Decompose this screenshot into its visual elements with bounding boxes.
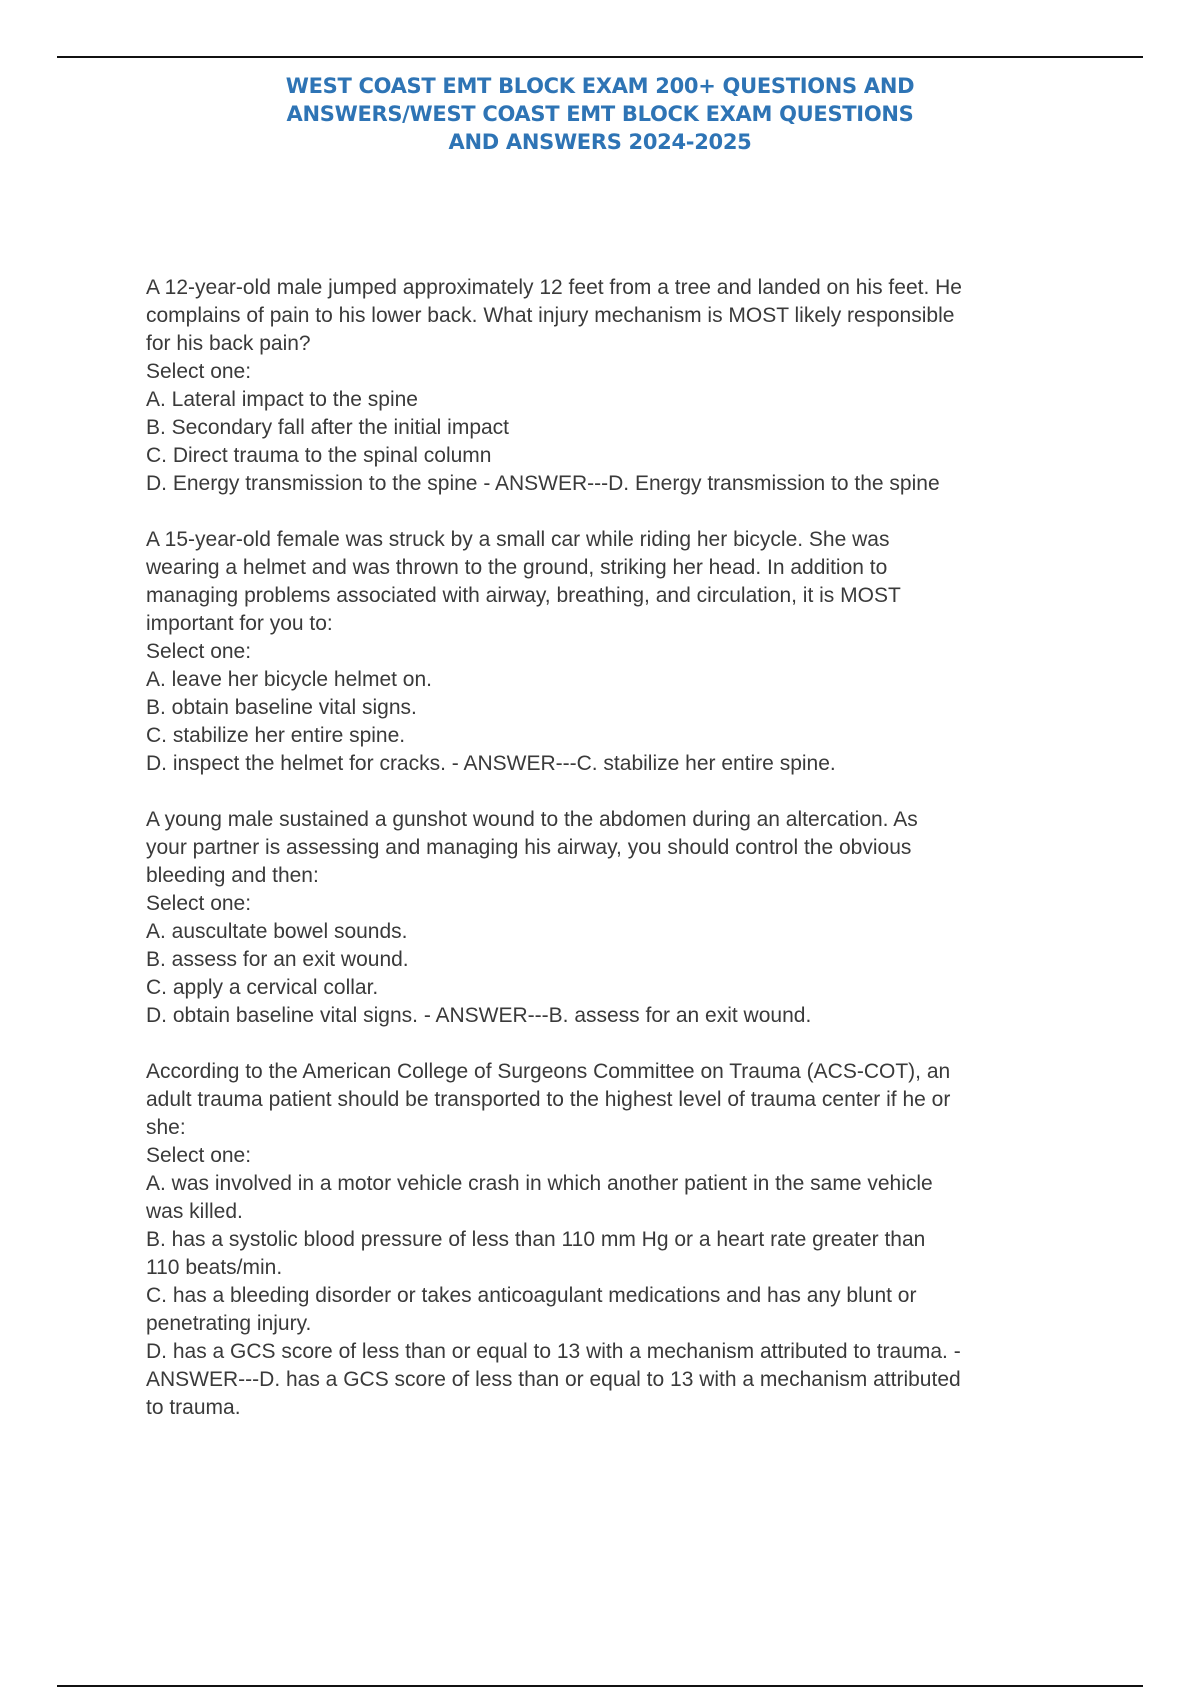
answer-option: A. leave her bicycle helmet on. bbox=[146, 668, 432, 691]
select-prompt: Select one: bbox=[146, 640, 252, 663]
question-text: wearing a helmet and was thrown to the ground, striking her head. In addition to bbox=[146, 556, 888, 579]
answer-option-with-key: D. obtain baseline vital signs. - ANSWER---B. assess for an exit wound. bbox=[146, 1004, 812, 1027]
answer-option: penetrating injury. bbox=[146, 1312, 312, 1335]
title-line: AND ANSWERS 2024-2025 bbox=[448, 130, 752, 154]
answer-option: B. Secondary fall after the initial impact bbox=[146, 416, 510, 439]
answer-option: 110 beats/min. bbox=[146, 1256, 283, 1279]
question-block bbox=[146, 806, 1096, 1030]
bottom-rule bbox=[57, 1685, 1143, 1687]
question-text: bleeding and then: bbox=[146, 864, 319, 887]
answer-option: B. assess for an exit wound. bbox=[146, 948, 409, 971]
question-text: A 15-year-old female was struck by a small car while riding her bicycle. She was bbox=[146, 528, 890, 551]
answer-option: C. stabilize her entire spine. bbox=[146, 724, 406, 747]
question-block bbox=[146, 1058, 1096, 1422]
top-rule bbox=[57, 56, 1143, 58]
title-line: ANSWERS/WEST COAST EMT BLOCK EXAM QUESTIONS bbox=[286, 102, 914, 126]
question-text: managing problems associated with airway, breathing, and circulation, it is MOST bbox=[146, 584, 901, 607]
document-title bbox=[120, 72, 1080, 156]
answer-option: A. was involved in a motor vehicle crash in which another patient in the same vehicle bbox=[146, 1172, 933, 1195]
select-prompt: Select one: bbox=[146, 892, 252, 915]
question-text: A 12-year-old male jumped approximately 12 feet from a tree and landed on his feet. He bbox=[146, 276, 962, 299]
answer-option: C. Direct trauma to the spinal column bbox=[146, 444, 492, 467]
question-block bbox=[146, 274, 1096, 498]
select-prompt: Select one: bbox=[146, 360, 252, 383]
answer-option-with-key: D. has a GCS score of less than or equal to 13 with a mechanism attributed to trauma. - bbox=[146, 1340, 961, 1363]
question-text: your partner is assessing and managing his airway, you should control the obvious bbox=[146, 836, 912, 859]
answer-option: B. obtain baseline vital signs. bbox=[146, 696, 417, 719]
question-text: According to the American College of Surgeons Committee on Trauma (ACS-COT), an bbox=[146, 1060, 951, 1083]
answer-option-with-key: ANSWER---D. has a GCS score of less than or equal to 13 with a mechanism attributed bbox=[146, 1368, 961, 1391]
select-prompt: Select one: bbox=[146, 1144, 252, 1167]
title-line: WEST COAST EMT BLOCK EXAM 200+ QUESTIONS AND bbox=[285, 74, 915, 98]
answer-option-with-key: D. inspect the helmet for cracks. - ANSWER---C. stabilize her entire spine. bbox=[146, 752, 836, 775]
question-text: for his back pain? bbox=[146, 332, 311, 355]
answer-option-with-key: D. Energy transmission to the spine - ANSWER---D. Energy transmission to the spine bbox=[146, 472, 940, 495]
question-text: she: bbox=[146, 1116, 186, 1139]
answer-option: A. auscultate bowel sounds. bbox=[146, 920, 408, 943]
question-text: A young male sustained a gunshot wound to the abdomen during an altercation. As bbox=[146, 808, 918, 831]
question-text: complains of pain to his lower back. What injury mechanism is MOST likely responsible bbox=[146, 304, 955, 327]
answer-option: C. has a bleeding disorder or takes anticoagulant medications and has any blunt or bbox=[146, 1284, 917, 1307]
question-text: important for you to: bbox=[146, 612, 333, 635]
answer-option: A. Lateral impact to the spine bbox=[146, 388, 418, 411]
questions-list bbox=[146, 274, 1096, 1450]
question-text: adult trauma patient should be transported to the highest level of trauma center if he or bbox=[146, 1088, 951, 1111]
answer-option-with-key: to trauma. bbox=[146, 1396, 241, 1419]
answer-option: B. has a systolic blood pressure of less than 110 mm Hg or a heart rate greater than bbox=[146, 1228, 926, 1251]
answer-option: was killed. bbox=[146, 1200, 243, 1223]
question-block bbox=[146, 526, 1096, 778]
answer-option: C. apply a cervical collar. bbox=[146, 976, 379, 999]
